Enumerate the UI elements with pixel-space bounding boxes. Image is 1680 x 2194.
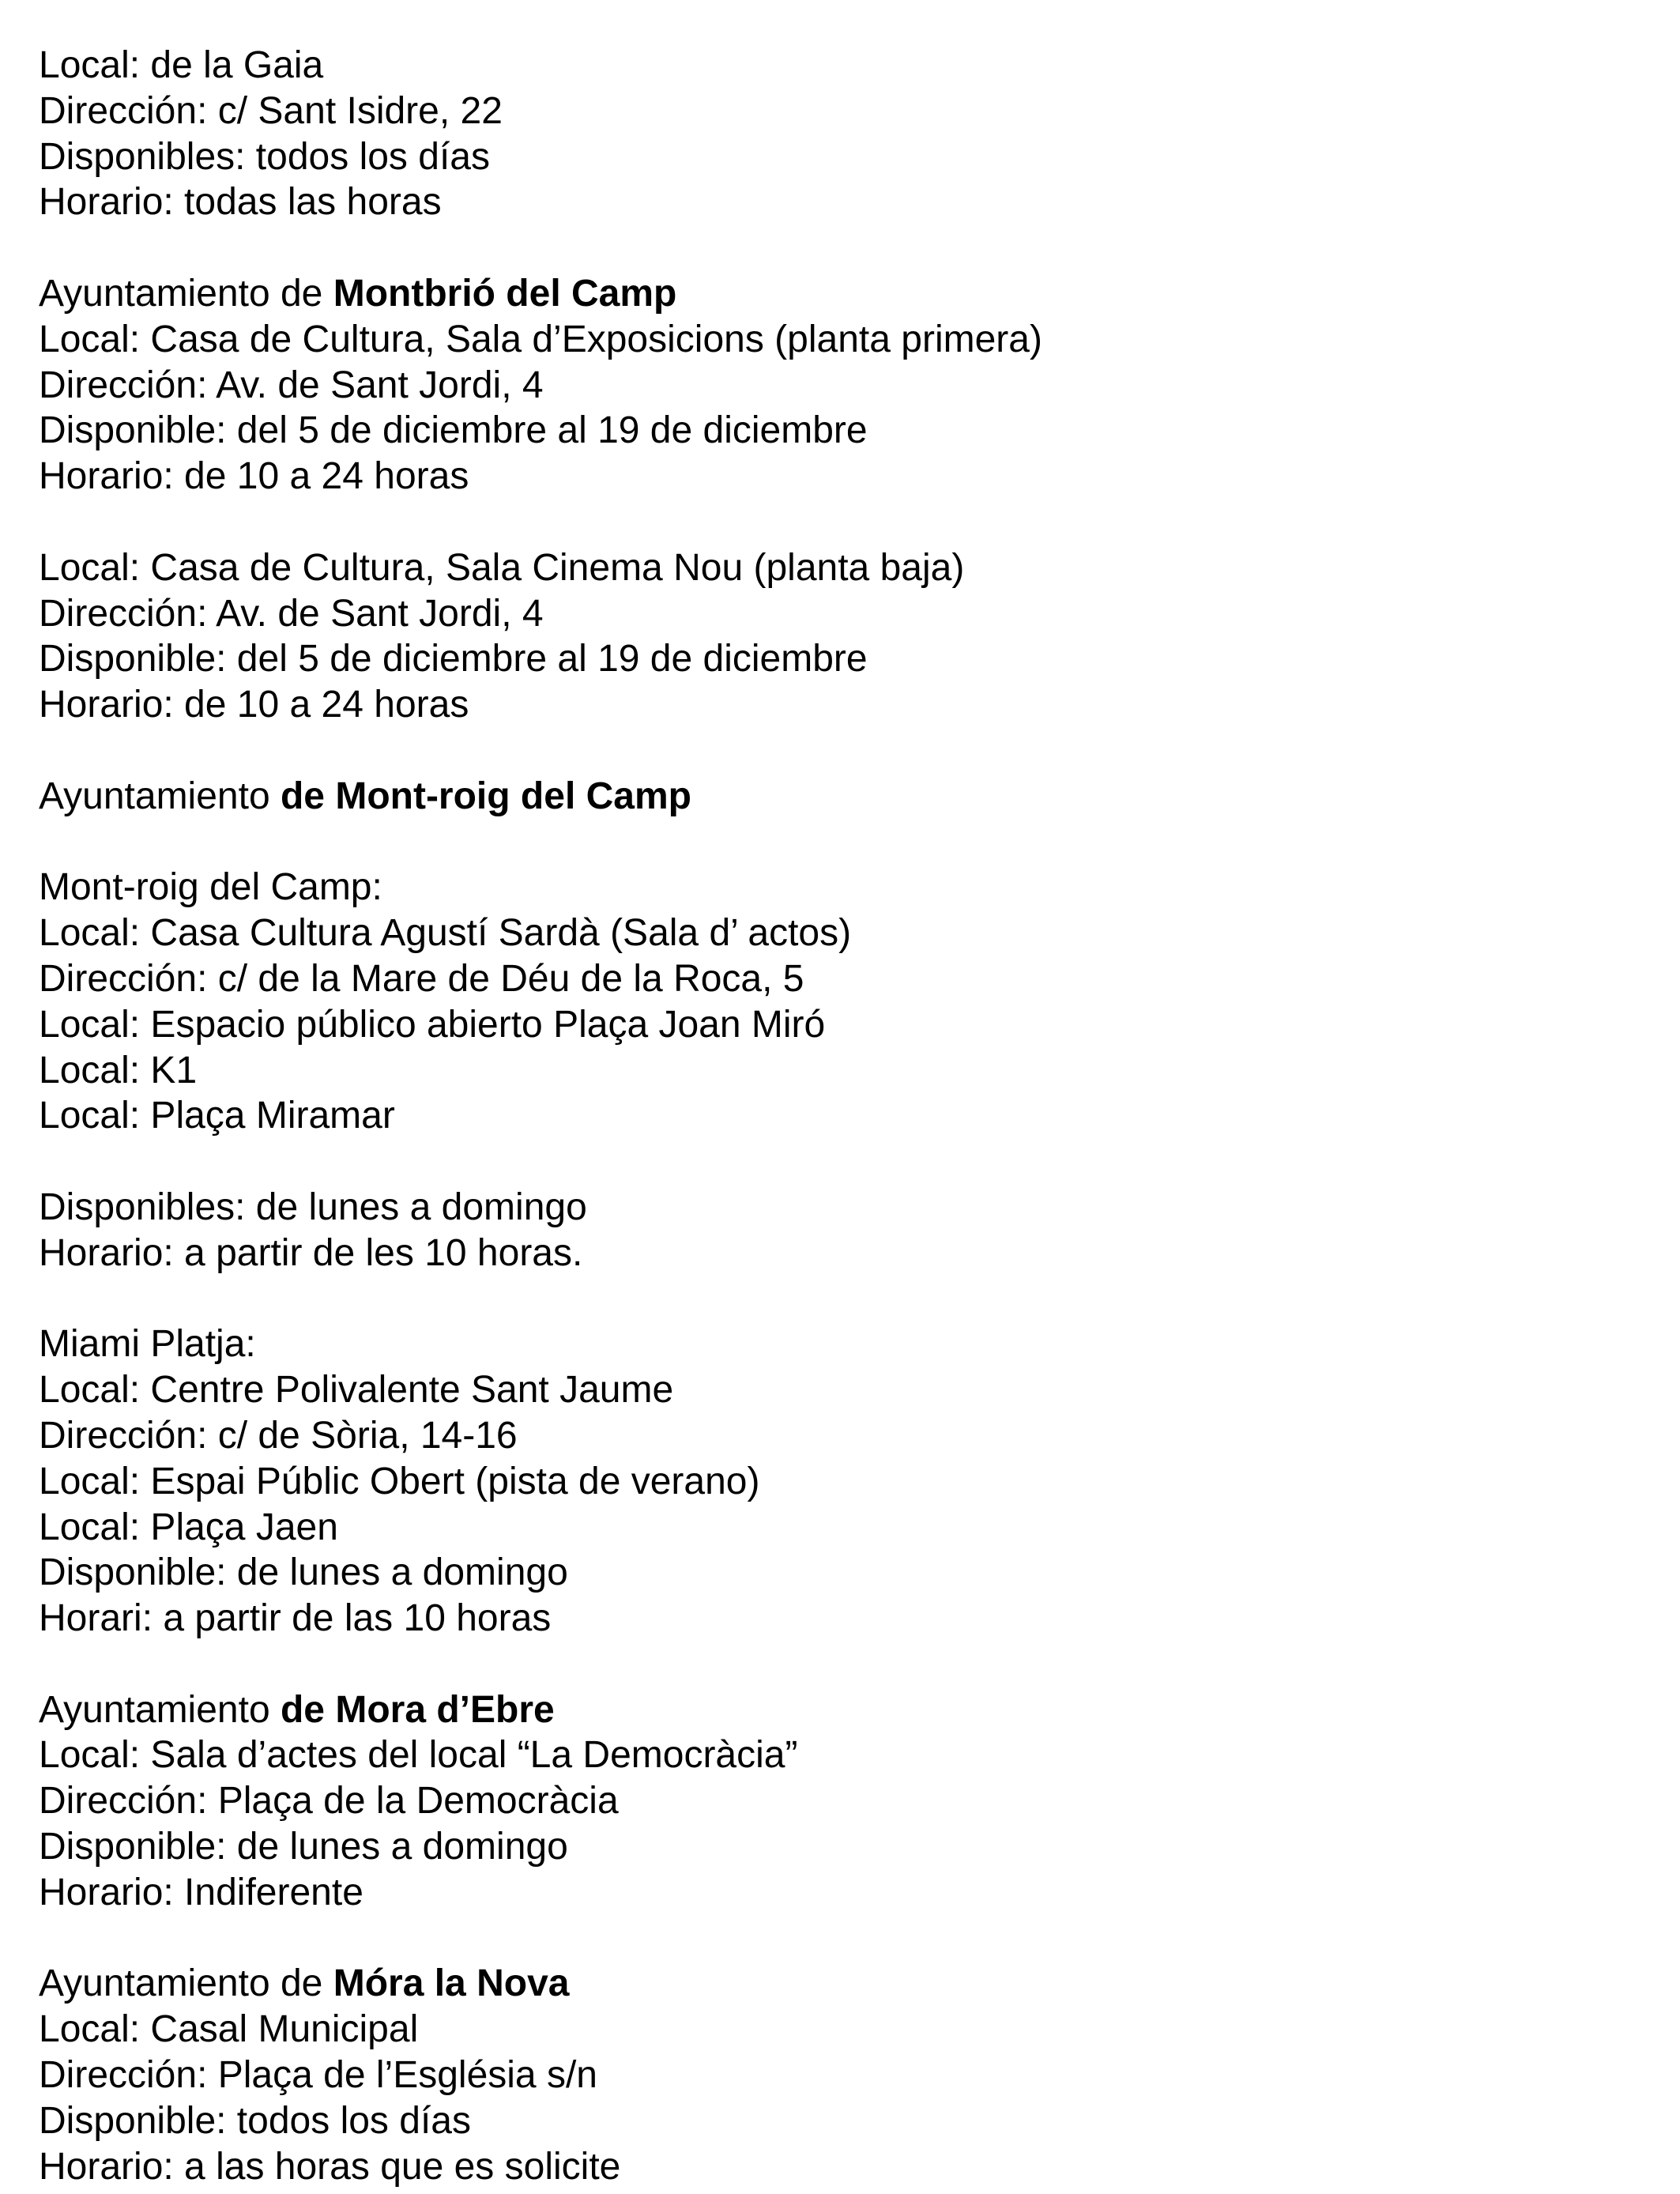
montbrio-venue2-disponible: Disponible: del 5 de diciembre al 19 de diciembre xyxy=(39,638,868,680)
moradebre-heading xyxy=(39,1687,1643,1733)
spacer xyxy=(39,820,1643,865)
gaia-local: Local: de la Gaia xyxy=(39,44,324,86)
montbrio-venue1-horario: Horario: de 10 a 24 horas xyxy=(39,455,469,498)
spacer xyxy=(39,1276,1643,1322)
moradebre-horario: Horario: Indiferente xyxy=(39,1871,363,1913)
montbrio-venue2-horario: Horario: de 10 a 24 horas xyxy=(39,684,469,726)
montbrio-heading xyxy=(39,271,1643,317)
heading-prefix: Ayuntamiento de xyxy=(39,272,333,315)
montroig-section1-disponibles: Disponibles: de lunes a domingo xyxy=(39,1186,587,1228)
montroig-section1-direccion1: Dirección: c/ de la Mare de Déu de la Roca, 5 xyxy=(39,957,804,1000)
moralanova-heading xyxy=(39,1961,1643,2007)
montroig-section1-horario: Horario: a partir de les 10 horas. xyxy=(39,1231,583,1274)
municipality-name: Móra la Nova xyxy=(333,1962,570,2005)
moralanova-disponible: Disponible: todos los días xyxy=(39,2099,471,2142)
spacer xyxy=(39,1916,1643,1962)
montroig-section1-local1: Local: Casa Cultura Agustí Sardà (Sala d’ actos) xyxy=(39,912,852,955)
municipality-name: Montbrió del Camp xyxy=(333,272,677,315)
moralanova-horario: Horario: a las horas que es solicite xyxy=(39,2145,621,2188)
gaia-horario: Horario: todas las horas xyxy=(39,181,442,224)
montroig-section1-local4: Local: Plaça Miramar xyxy=(39,1095,395,1137)
heading-prefix: Ayuntamiento xyxy=(39,775,281,817)
montbrio-venue1-local: Local: Casa de Cultura, Sala d’Exposicions (planta primera) xyxy=(39,318,1042,360)
montroig-section2-local1: Local: Centre Polivalente Sant Jaume xyxy=(39,1369,674,1412)
gaia-direccion: Dirección: c/ Sant Isidre, 22 xyxy=(39,89,503,132)
moralanova-direccion: Dirección: Plaça de l’Església s/n xyxy=(39,2054,597,2097)
moradebre-local: Local: Sala d’actes del local “La Democràcia” xyxy=(39,1734,798,1777)
montroig-section2-horari: Horari: a partir de las 10 horas xyxy=(39,1597,552,1640)
montroig-section2-direccion1: Dirección: c/ de Sòria, 14-16 xyxy=(39,1414,518,1457)
spacer xyxy=(39,499,1643,545)
moradebre-disponible: Disponible: de lunes a domingo xyxy=(39,1826,568,1868)
montroig-section2-disponible: Disponible: de lunes a domingo xyxy=(39,1551,568,1594)
montroig-section2-local3: Local: Plaça Jaen xyxy=(39,1506,338,1548)
spacer xyxy=(39,1642,1643,1687)
spacer xyxy=(39,1139,1643,1185)
montroig-section2-local2: Local: Espai Públic Obert (pista de verano) xyxy=(39,1460,760,1502)
montroig-heading xyxy=(39,774,1643,820)
municipality-name: de Mont-roig del Camp xyxy=(280,775,691,817)
municipality-name: de Mora d’Ebre xyxy=(280,1688,555,1731)
montbrio-venue2-local: Local: Casa de Cultura, Sala Cinema Nou (planta baja) xyxy=(39,546,965,589)
heading-prefix: Ayuntamiento xyxy=(39,1688,281,1731)
montroig-section1-title: Mont-roig del Camp: xyxy=(39,866,382,909)
montroig-section2-title: Miami Platja: xyxy=(39,1323,256,1366)
moradebre-direccion: Dirección: Plaça de la Democràcia xyxy=(39,1780,619,1823)
montbrio-venue1-disponible: Disponible: del 5 de diciembre al 19 de diciembre xyxy=(39,409,868,452)
montroig-section1-local2: Local: Espacio público abierto Plaça Joan Miró xyxy=(39,1003,826,1046)
heading-prefix: Ayuntamiento de xyxy=(39,1962,333,2005)
spacer xyxy=(39,728,1643,774)
montroig-section1-local3: Local: K1 xyxy=(39,1049,198,1091)
moralanova-local: Local: Casal Municipal xyxy=(39,2008,419,2051)
spacer xyxy=(39,225,1643,271)
montbrio-venue2-direccion: Dirección: Av. de Sant Jordi, 4 xyxy=(39,592,544,635)
document-page xyxy=(39,43,1643,2189)
montbrio-venue1-direccion: Dirección: Av. de Sant Jordi, 4 xyxy=(39,364,544,406)
gaia-disponibles: Disponibles: todos los días xyxy=(39,135,490,178)
